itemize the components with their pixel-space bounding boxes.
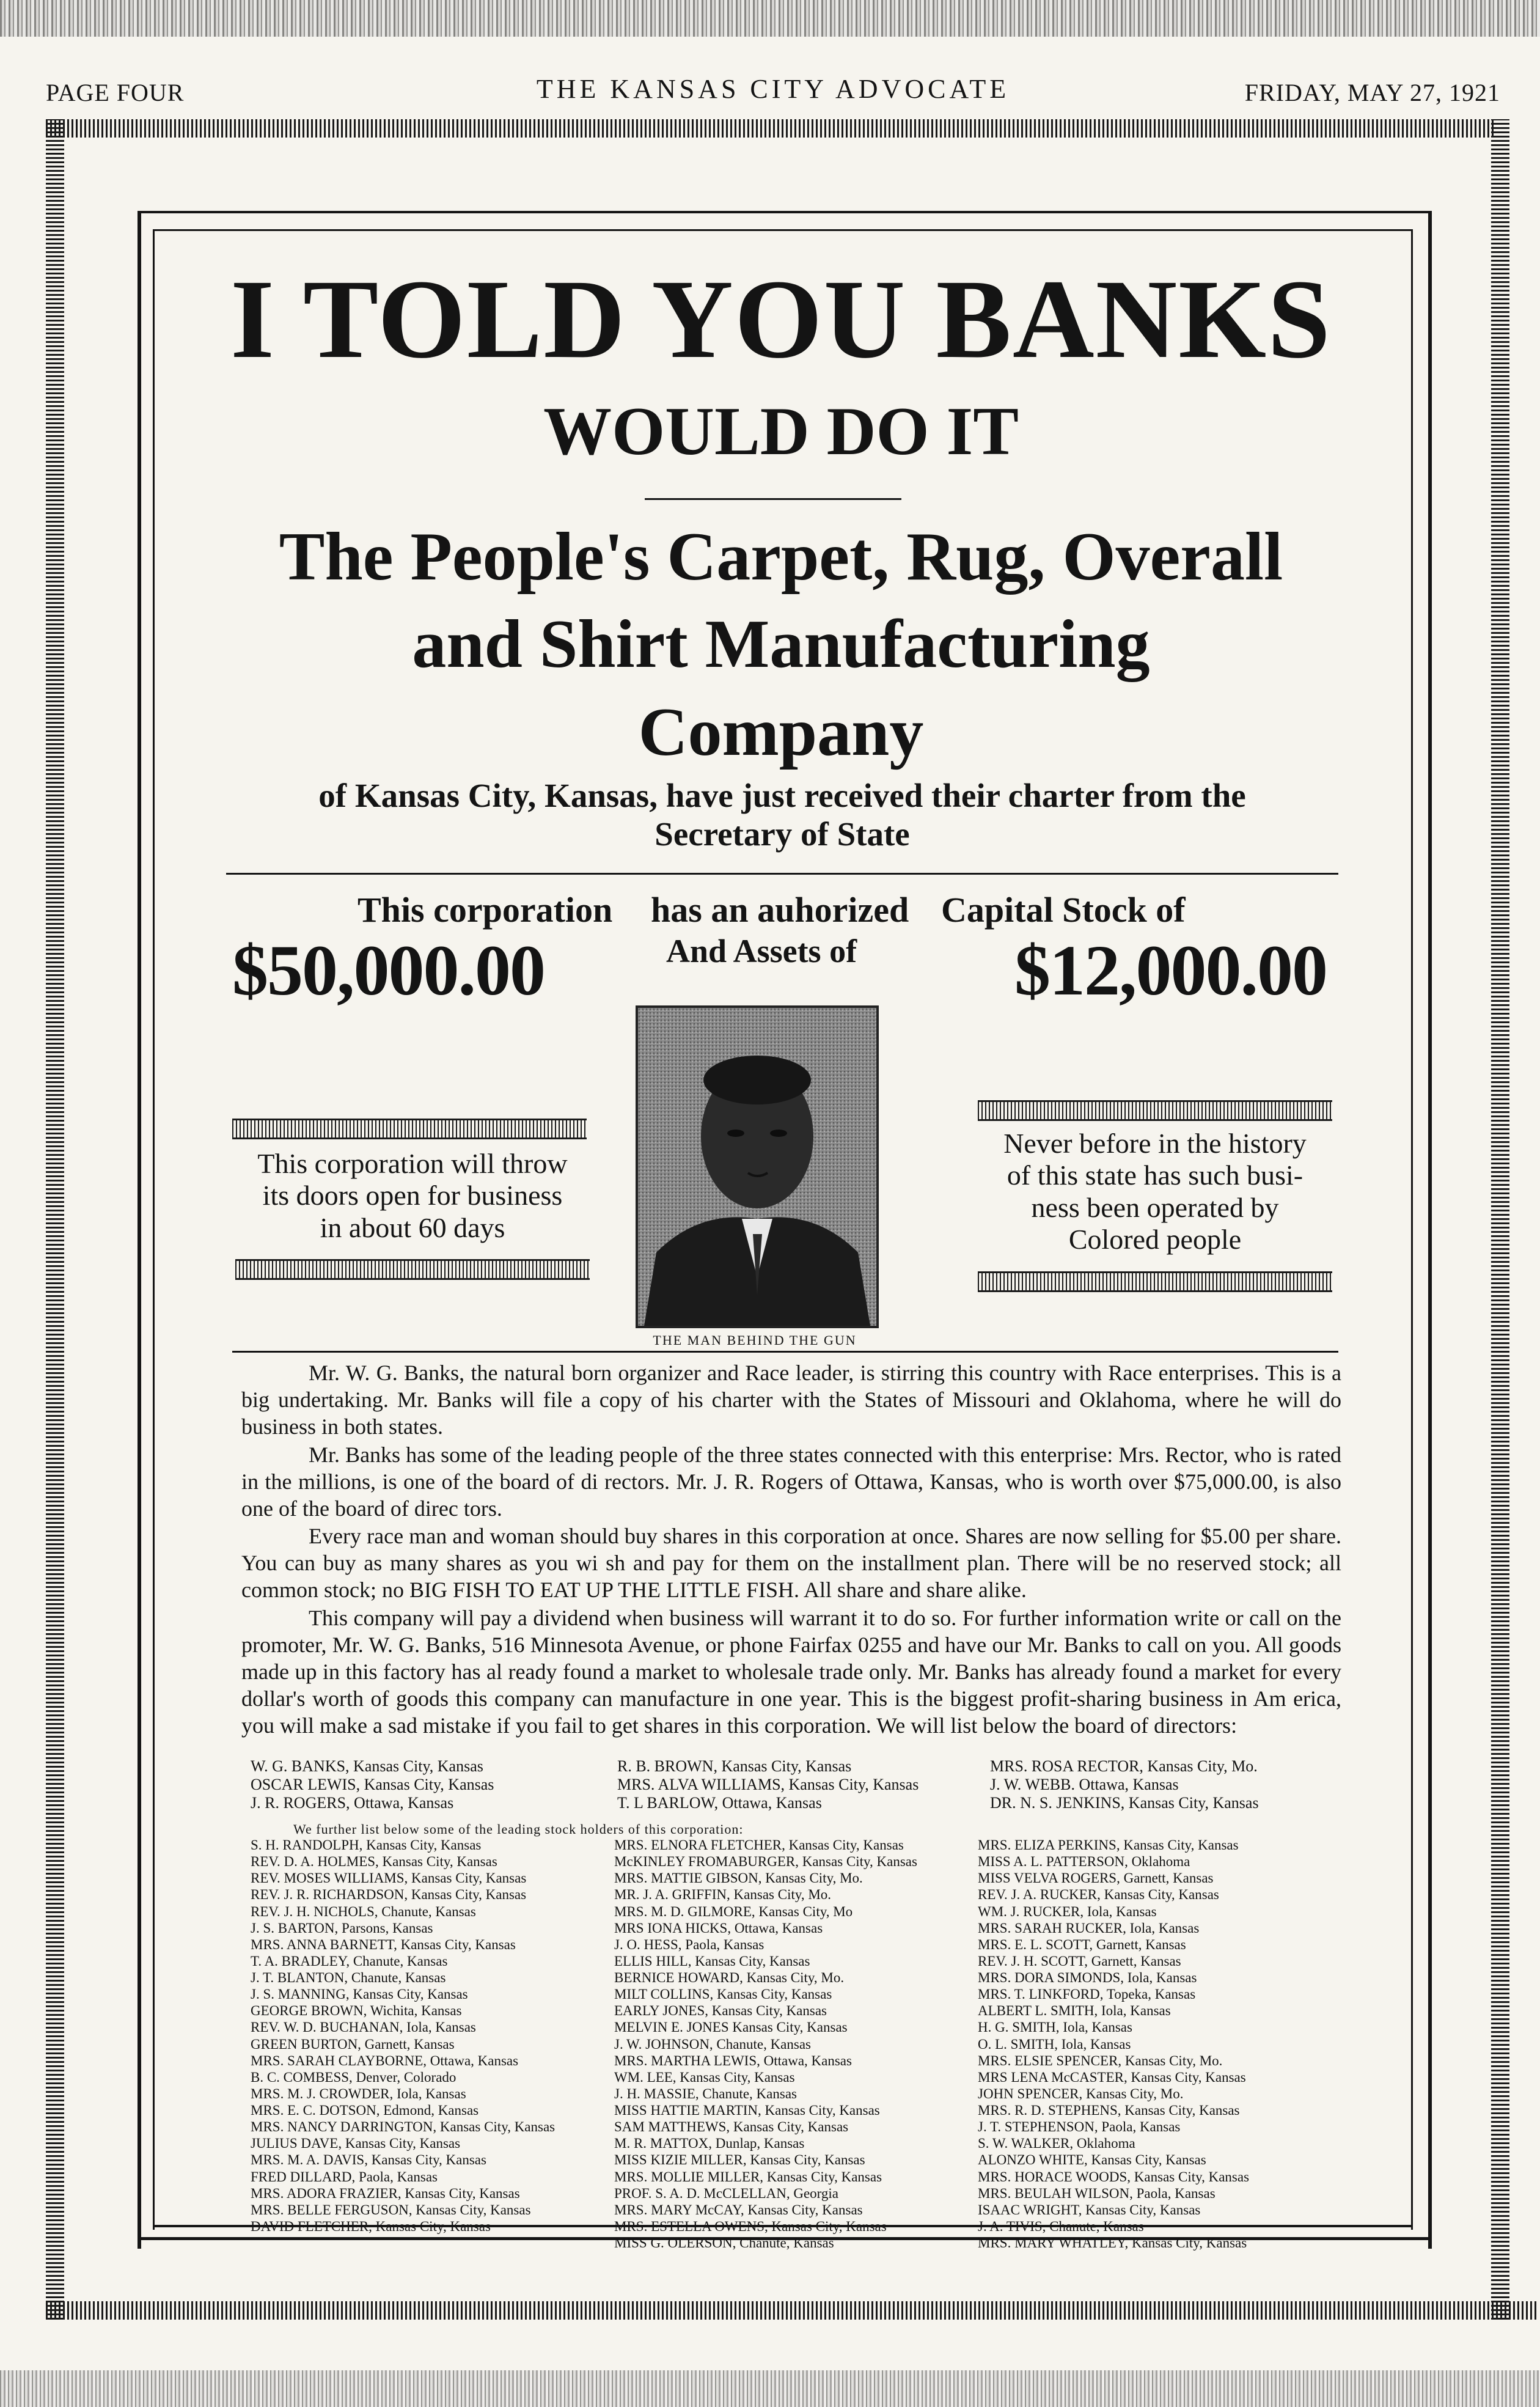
opening-notice-line: This corporation will throw (257, 1148, 568, 1179)
stockholder-entry: REV. J. H. SCOTT, Garnett, Kansas (978, 1953, 1181, 1969)
stockholder-entry: FRED DILLARD, Paola, Kansas (251, 2169, 438, 2185)
stockholder-entry: MRS. DORA SIMONDS, Iola, Kansas (978, 1970, 1197, 1985)
decorative-border (978, 1271, 1332, 1292)
director-entry: OSCAR LEWIS, Kansas City, Kansas (251, 1776, 494, 1794)
stockholder-entry: MRS. MOLLIE MILLER, Kansas City, Kansas (614, 2169, 882, 2185)
stockholder-entry: MRS. R. D. STEPHENS, Kansas City, Kansas (978, 2103, 1240, 2118)
stockholder-entry: SAM MATTHEWS, Kansas City, Kansas (614, 2119, 849, 2135)
director-entry: DR. N. S. JENKINS, Kansas City, Kansas (990, 1794, 1259, 1812)
decorative-border (232, 1119, 587, 1139)
capital-words: has an auhorized (651, 890, 909, 930)
border-hatch-left (46, 119, 64, 2320)
stockholder-entry: MRS. E. L. SCOTT, Garnett, Kansas (978, 1936, 1186, 1952)
body-paragraph: This company will pay a dividend when business will warrant it to do so. For further information write or call on the promoter, Mr. W. G. Banks, 516 Minnesota Avenue, or phone Fairfax 0255 and have our Mr. Banks to call on you. All goods made up in this factory has al ready found a market to wholesale trade only. Mr. Banks has already found a market for every dollar's worth of goods this company can manufacture in one year. This is the biggest profit-sharing business in Am erica, you will make a sad mistake if you fail to get shares in this corporation. We will list below the board of directors: (241, 1606, 1341, 1738)
assets-label: And Assets of (666, 933, 857, 969)
body-paragraph: Every race man and woman should buy shares in this corporation at once. Shares are now selling for $5.00 per share. You can buy as many shares as you wi sh and pay for them on the installment plan. There will be no reserved stock; all common stock; no BIG FISH TO EAT UP THE LITTLE FISH. All share and share alike. (241, 1524, 1341, 1603)
stockholder-entry: J. S. BARTON, Parsons, Kansas (251, 1920, 433, 1936)
body-paragraph: Mr. W. G. Banks, the natural born organizer and Race leader, is stirring this country with Race enterprises. This is a big undertaking. Mr. Banks will file a copy of his charter with the States of Missouri and Oklahoma, where he will do business in both states. (241, 1361, 1341, 1439)
issue-date: FRIDAY, MAY 27, 1921 (1244, 79, 1500, 106)
stockholder-entry: MRS. SARAH RUCKER, Iola, Kansas (978, 1920, 1200, 1936)
stockholder-entry: BERNICE HOWARD, Kansas City, Mo. (614, 1970, 845, 1985)
stockholder-entry: MRS. SARAH CLAYBORNE, Ottawa, Kansas (251, 2052, 519, 2068)
masthead (46, 73, 1500, 110)
opening-notice-line: its doors open for business (262, 1180, 563, 1211)
stockholder-entry: REV. W. D. BUCHANAN, Iola, Kansas (251, 2019, 476, 2035)
stockholder-entry: MRS. BEULAH WILSON, Paola, Kansas (978, 2185, 1216, 2201)
stockholder-entry: MRS LENA McCASTER, Kansas City, Kansas (978, 2069, 1246, 2085)
border-hatch-top (46, 119, 1494, 138)
stockholder-entry: J. W. JOHNSON, Chanute, Kansas (614, 2036, 811, 2052)
stockholder-entry: MRS. HORACE WOODS, Kansas City, Kansas (978, 2169, 1250, 2185)
stockholder-entry: REV. D. A. HOLMES, Kansas City, Kansas (251, 1854, 497, 1870)
director-entry: R. B. BROWN, Kansas City, Kansas (617, 1757, 852, 1775)
stockholder-entry: MRS. ESTELLA OWENS, Kansas City, Kansas (614, 2218, 887, 2234)
director-entry: MRS. ROSA RECTOR, Kansas City, Mo. (990, 1757, 1258, 1775)
body-paragraph: Mr. Banks has some of the leading people of the three states connected with this enterprise: Mrs. Rector, who is rated in the millions, is one of the board of di rectors. Mr. J. R. Rogers of Ottawa, Kansas, who is worth over $75,000.00, is also one of the board of direc tors. (241, 1442, 1341, 1521)
stockholder-entry: WM. LEE, Kansas City, Kansas (614, 2069, 795, 2085)
directors-column (251, 1757, 494, 1812)
stockholder-entry: MRS. MATTIE GIBSON, Kansas City, Mo. (614, 1870, 863, 1886)
history-notice-line: ness been operated by (1031, 1191, 1279, 1223)
stockholder-entry: B. C. COMBESS, Denver, Colorado (251, 2069, 457, 2085)
stockholder-entry: J. T. STEPHENSON, Paola, Kansas (978, 2119, 1181, 2135)
history-notice-line: Colored people (1068, 1224, 1242, 1255)
capital-words: This corporation (358, 890, 613, 930)
stockholder-entry: J. T. BLANTON, Chanute, Kansas (251, 1970, 446, 1985)
page-number: PAGE FOUR (46, 79, 185, 106)
company-name-line: and Shirt Manufacturing (412, 606, 1150, 683)
stockholder-entry: T. A. BRADLEY, Chanute, Kansas (251, 1953, 448, 1969)
charter-statement (226, 776, 1338, 854)
history-notice-line: of this state has such busi- (1007, 1159, 1304, 1191)
stockholder-entry: REV. MOSES WILLIAMS, Kansas City, Kansas (251, 1870, 527, 1886)
stockholder-entry: MISS VELVA ROGERS, Garnett, Kansas (978, 1870, 1214, 1886)
stockholder-entry: WM. J. RUCKER, Iola, Kansas (978, 1903, 1157, 1919)
headline-rule (645, 498, 901, 500)
stockholder-entry: ALONZO WHITE, Kansas City, Kansas (978, 2152, 1206, 2168)
stockholder-entry: MR. J. A. GRIFFIN, Kansas City, Mo. (614, 1887, 832, 1903)
decorative-border (235, 1259, 590, 1280)
stockholder-entry: MRS. M. A. DAVIS, Kansas City, Kansas (251, 2152, 486, 2168)
stockholder-entry: MRS. MARTHA LEWIS, Ottawa, Kansas (614, 2052, 852, 2068)
opening-notice-line: in about 60 days (320, 1211, 505, 1243)
newspaper-name: THE KANSAS CITY ADVOCATE (536, 74, 1010, 104)
stockholder-entry: MRS. ANNA BARNETT, Kansas City, Kansas (251, 1936, 516, 1952)
stockholder-entry: MISS HATTIE MARTIN, Kansas City, Kansas (614, 2103, 880, 2118)
assets-amount: $12,000.00 (1014, 930, 1327, 1010)
stockholder-entry: REV. J. A. RUCKER, Kansas City, Kansas (978, 1887, 1219, 1903)
stockholder-entry: MRS. T. LINKFORD, Topeka, Kansas (978, 1986, 1196, 2002)
stockholders-column (614, 1837, 917, 2251)
photo-caption: THE MAN BEHIND THE GUN (653, 1332, 857, 1348)
stockholder-entry: EARLY JONES, Kansas City, Kansas (614, 2003, 827, 2019)
stockholder-entry: MISS G. OLERSON, Chanute, Kansas (614, 2235, 834, 2251)
stockholder-entry: REV. J. R. RICHARDSON, Kansas City, Kansas (251, 1887, 527, 1903)
company-name-line: The People's Carpet, Rug, Overall (279, 519, 1283, 595)
stockholder-entry: J. S. MANNING, Kansas City, Kansas (251, 1986, 468, 2002)
director-entry: MRS. ALVA WILLIAMS, Kansas City, Kansas (617, 1776, 919, 1794)
stockholder-entry: ISAAC WRIGHT, Kansas City, Kansas (978, 2202, 1201, 2218)
stockholder-entry: O. L. SMITH, Iola, Kansas (978, 2036, 1131, 2052)
stockholder-entry: MRS. MARY WHATLEY, Kansas City, Kansas (978, 2235, 1247, 2251)
stockholder-entry: JOHN SPENCER, Kansas City, Mo. (978, 2085, 1184, 2101)
stockholder-entry: S. H. RANDOLPH, Kansas City, Kansas (251, 1837, 482, 1853)
director-entry: J. R. ROGERS, Ottawa, Kansas (251, 1794, 454, 1812)
stockholder-entry: McKINLEY FROMABURGER, Kansas City, Kansas (614, 1854, 917, 1870)
director-entry: W. G. BANKS, Kansas City, Kansas (251, 1757, 483, 1775)
stockholder-entry: MRS. M. D. GILMORE, Kansas City, Mo (614, 1903, 853, 1919)
subheadline: WOULD DO IT (543, 394, 1019, 469)
stockholder-entry: DAVID FLETCHER, Kansas City, Kansas (251, 2218, 491, 2234)
ad-body-text (241, 1360, 1341, 1741)
stockholder-entry: MRS. ADORA FRAZIER, Kansas City, Kansas (251, 2185, 520, 2201)
opening-notice (232, 1148, 593, 1244)
director-entry: J. W. WEBB. Ottawa, Kansas (990, 1776, 1179, 1794)
directors-column (990, 1757, 1259, 1812)
stockholder-entry: J. H. MASSIE, Chanute, Kansas (614, 2085, 797, 2101)
stockholder-entry: MISS KIZIE MILLER, Kansas City, Kansas (614, 2152, 865, 2168)
charter-line: of Kansas City, Kansas, have just received their charter from the (318, 777, 1246, 814)
stockholder-entry: GEORGE BROWN, Wichita, Kansas (251, 2003, 462, 2019)
charter-line: Secretary of State (654, 815, 910, 853)
stockholder-entry: S. W. WALKER, Oklahoma (978, 2136, 1135, 2152)
stockholder-entry: JULIUS DAVE, Kansas City, Kansas (251, 2136, 461, 2152)
portrait-photo (636, 1005, 879, 1328)
directors-column (617, 1757, 919, 1812)
stockholder-entry: MELVIN E. JONES Kansas City, Kansas (614, 2019, 848, 2035)
stockholders-column (251, 1837, 555, 2235)
capital-words: Capital Stock of (941, 890, 1186, 930)
section-rule (226, 873, 1338, 875)
stockholder-entry: M. R. MATTOX, Dunlap, Kansas (614, 2136, 805, 2152)
print-noise-bottom (0, 2370, 1540, 2407)
print-noise-top (0, 0, 1540, 37)
stockholder-entry: GREEN BURTON, Garnett, Kansas (251, 2036, 455, 2052)
stockholder-entry: MRS. NANCY DARRINGTON, Kansas City, Kansas (251, 2119, 556, 2135)
border-hatch-right (1491, 119, 1509, 2320)
stockholder-entry: MRS. M. J. CROWDER, Iola, Kansas (251, 2085, 466, 2101)
stockholder-entry: MRS. BELLE FERGUSON, Kansas City, Kansas (251, 2202, 531, 2218)
decorative-border (978, 1100, 1332, 1121)
stockholder-entry: MRS. ELIZA PERKINS, Kansas City, Kansas (978, 1837, 1239, 1853)
stockholder-entry: J. A. TIVIS, Chanute, Kansas (978, 2218, 1144, 2234)
director-entry: T. L BARLOW, Ottawa, Kansas (617, 1794, 822, 1812)
stockholders-lead: We further list below some of the leading stock holders of this corporation: (293, 1821, 744, 1837)
stockholder-entry: PROF. S. A. D. McCLELLAN, Georgia (614, 2185, 839, 2201)
border-hatch-bottom (46, 2301, 1537, 2320)
stockholder-entry: MILT COLLINS, Kansas City, Kansas (614, 1986, 832, 2002)
stockholder-entry: MRS. E. C. DOTSON, Edmond, Kansas (251, 2103, 479, 2118)
stockholder-entry: J. O. HESS, Paola, Kansas (614, 1936, 765, 1952)
stockholder-entry: MRS IONA HICKS, Ottawa, Kansas (614, 1920, 823, 1936)
stockholder-entry: MRS. ELNORA FLETCHER, Kansas City, Kansas (614, 1837, 904, 1853)
stockholder-entry: ALBERT L. SMITH, Iola, Kansas (978, 2003, 1171, 2019)
company-name (153, 513, 1409, 776)
history-notice (975, 1128, 1335, 1256)
stockholder-entry: REV. J. H. NICHOLS, Chanute, Kansas (251, 1903, 476, 1919)
stockholder-entry: MRS. MARY McCAY, Kansas City, Kansas (614, 2202, 863, 2218)
stockholder-entry: MISS A. L. PATTERSON, Oklahoma (978, 1854, 1190, 1870)
capital-amount: $50,000.00 (232, 930, 544, 1010)
company-name-line: Company (638, 694, 924, 770)
body-rule (232, 1351, 1338, 1353)
headline: I TOLD YOU BANKS (230, 257, 1332, 382)
stockholder-entry: ELLIS HILL, Kansas City, Kansas (614, 1953, 810, 1969)
stockholder-entry: MRS. ELSIE SPENCER, Kansas City, Mo. (978, 2052, 1223, 2068)
history-notice-line: Never before in the history (1003, 1128, 1307, 1159)
stockholders-column (978, 1837, 1249, 2251)
stockholder-entry: H. G. SMITH, Iola, Kansas (978, 2019, 1132, 2035)
